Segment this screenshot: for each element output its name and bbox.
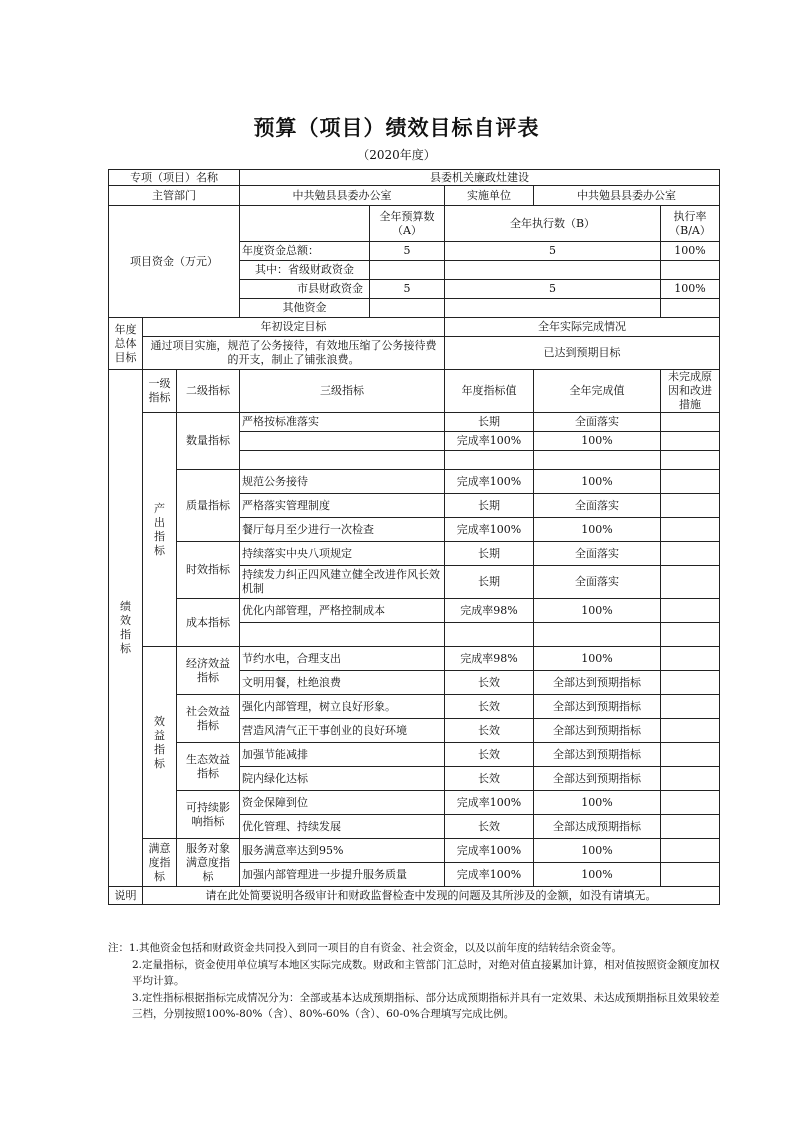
col-rate: 执行率（B/A）: [661, 206, 720, 242]
funds-exec: [445, 299, 661, 318]
funds-exec: 5: [445, 280, 661, 299]
indicator-row: [109, 791, 720, 815]
goal-actual-header: 全年实际完成情况: [445, 318, 720, 337]
indicator-row: [109, 695, 720, 719]
indicator-name: [240, 623, 445, 647]
indicator-row: [109, 413, 720, 432]
indicator-done: 全部达成预期指标: [534, 815, 661, 839]
indicator-done: 100%: [534, 791, 661, 815]
indicator-name: 加强内部管理进一步提升服务质量: [240, 863, 445, 887]
social-label: 社会效益指标: [177, 695, 240, 743]
indicator-done: [534, 623, 661, 647]
indicator-done: 100%: [534, 599, 661, 623]
indicator-done: 全面落实: [534, 413, 661, 432]
indicator-name: 严格落实管理制度: [240, 494, 445, 518]
h-reason: 未完成原因和改进措施: [661, 370, 720, 413]
indicator-target: 长效: [445, 767, 534, 791]
indicator-target: 完成率100%: [445, 432, 534, 451]
indicator-name: 优化内部管理，严格控制成本: [240, 599, 445, 623]
page-title: 预算（项目）绩效目标自评表: [253, 115, 540, 140]
indicator-done: 100%: [534, 518, 661, 542]
goal-plan-text: 通过项目实施，规范了公务接待，有效地压缩了公务接待费的开支，制止了铺张浪费。: [143, 337, 445, 370]
funds-row-label: 年度资金总额：: [240, 242, 370, 261]
indicator-name: 强化内部管理，树立良好形象。: [240, 695, 445, 719]
indicator-target: 长效: [445, 743, 534, 767]
cost-label: 成本指标: [177, 599, 240, 647]
funds-exec: 5: [445, 242, 661, 261]
indicator-done: 100%: [534, 839, 661, 863]
remark-row: [109, 887, 720, 905]
effect-label: 效益指标: [143, 647, 177, 839]
h-level2: 二级指标: [177, 370, 240, 413]
indicator-name: [240, 432, 445, 451]
time-label: 时效指标: [177, 542, 240, 599]
indicator-done: 全面落实: [534, 542, 661, 566]
h-target: 年度指标值: [445, 370, 534, 413]
indicator-target: 长期: [445, 542, 534, 566]
col-exec: 全年执行数（B）: [445, 206, 661, 242]
department-row: [109, 186, 720, 206]
indicator-name: 加强节能减排: [240, 743, 445, 767]
funds-exec: [445, 261, 661, 280]
satisfaction-label: 满意度指标: [143, 839, 177, 887]
funds-label: 项目资金（万元）: [109, 206, 240, 318]
indicator-done: 100%: [534, 470, 661, 494]
funds-rate: 100%: [661, 280, 720, 299]
indicator-target: 完成率98%: [445, 599, 534, 623]
goal-actual-text: 已达到预期目标: [445, 337, 720, 370]
self-evaluation-table: [108, 169, 720, 905]
dept-value: 中共勉县县委办公室: [240, 186, 445, 206]
indicator-row: [109, 839, 720, 863]
indicators-label: 绩效指标: [109, 370, 143, 887]
indicator-done: 全面落实: [534, 566, 661, 599]
indicator-name: 持续落实中央八项规定: [240, 542, 445, 566]
indicator-name: 服务满意率达到95%: [240, 839, 445, 863]
indicator-name: 严格按标准落实: [240, 413, 445, 432]
indicator-name: 优化管理、持续发展: [240, 815, 445, 839]
indicator-name: 院内绿化达标: [240, 767, 445, 791]
funds-rate: 100%: [661, 242, 720, 261]
indicator-target: 长效: [445, 719, 534, 743]
indicator-row: [109, 542, 720, 566]
funds-budget: 5: [370, 242, 445, 261]
indicator-name: 规范公务接待: [240, 470, 445, 494]
indicator-target: 长期: [445, 566, 534, 599]
indicator-header-row: [109, 370, 720, 413]
indicator-target: 完成率100%: [445, 863, 534, 887]
remark-text: 请在此处简要说明各级审计和财政监督检查中发现的问题及其所涉及的金额，如没有请填无。: [143, 887, 720, 905]
indicator-target: 完成率100%: [445, 470, 534, 494]
indicator-done: 全部达到预期指标: [534, 719, 661, 743]
funds-budget: [370, 261, 445, 280]
goal-header-row: [109, 318, 720, 337]
h-done: 全年完成值: [534, 370, 661, 413]
h-level3: 三级指标: [240, 370, 445, 413]
indicator-done: 全部达到预期指标: [534, 743, 661, 767]
goal-plan-header: 年初设定目标: [143, 318, 445, 337]
indicator-target: 长效: [445, 695, 534, 719]
funds-budget: [370, 299, 445, 318]
indicator-target: 长期: [445, 494, 534, 518]
footnote: 注：1.其他资金包括和财政资金共同投入到同一项目的自有资金、社会资金，以及以前年度的结转结余资金等。: [108, 942, 623, 954]
funds-row-label: 其中：省级财政资金: [240, 261, 370, 280]
output-label: 产出指标: [143, 413, 177, 647]
indicator-done: 全部达到预期指标: [534, 695, 661, 719]
dept-label: 主管部门: [109, 186, 240, 206]
indicator-name: 持续发力纠正四风建立健全改进作风长效机制: [240, 566, 445, 599]
h-level1: 一级指标: [143, 370, 177, 413]
service-label: 服务对象满意度指标: [177, 839, 240, 887]
indicator-done: 100%: [534, 863, 661, 887]
project-name: 县委机关廉政灶建设: [240, 170, 720, 186]
col-budget: 全年预算数（A）: [370, 206, 445, 242]
indicator-done: [534, 451, 661, 470]
qty-label: 数量指标: [177, 413, 240, 470]
indicator-target: [445, 623, 534, 647]
indicator-target: [445, 451, 534, 470]
project-name-label: 专项（项目）名称: [109, 170, 240, 186]
eco-label: 生态效益指标: [177, 743, 240, 791]
indicator-name: 餐厅每月至少进行一次检查: [240, 518, 445, 542]
footnote: 2.定量指标，资金使用单位填写本地区实际完成数。财政和主管部门汇总时，对绝对值直接累加计算，相对值按照资金额度加权平均计算。: [132, 959, 720, 987]
indicator-name: 文明用餐，杜绝浪费: [240, 671, 445, 695]
indicator-name: [240, 451, 445, 470]
project-name-row: [109, 170, 720, 186]
funds-rate: [661, 261, 720, 280]
remark-label: 说明: [109, 887, 143, 905]
goal-label: 年度总体目标: [109, 318, 143, 370]
indicator-done: 100%: [534, 432, 661, 451]
funds-row-label: 其他资金: [240, 299, 370, 318]
indicator-row: [109, 743, 720, 767]
report-year: （2020年度）: [357, 148, 436, 162]
indicator-target: 长期: [445, 413, 534, 432]
indicator-name: 节约水电，合理支出: [240, 647, 445, 671]
indicator-name: 资金保障到位: [240, 791, 445, 815]
footnote: 3.定性指标根据指标完成情况分为：全部或基本达成预期指标、部分达成预期指标并具有一定效果、未达成预期指标且效果较差三档，分别按照100%-80%（含）、80%-60%（含）、60-0%合理填写完成比例。: [132, 992, 720, 1020]
indicator-target: 完成率100%: [445, 791, 534, 815]
goal-content-row: [109, 337, 720, 370]
indicator-target: 完成率100%: [445, 839, 534, 863]
indicator-row: [109, 599, 720, 623]
indicator-done: 全面落实: [534, 494, 661, 518]
indicator-target: 长效: [445, 671, 534, 695]
indicator-done: 全部达到预期指标: [534, 671, 661, 695]
funds-header-row: [109, 206, 720, 242]
indicator-row: [109, 470, 720, 494]
quality-label: 质量指标: [177, 470, 240, 542]
econ-label: 经济效益指标: [177, 647, 240, 695]
unit-label: 实施单位: [445, 186, 534, 206]
indicator-target: 完成率98%: [445, 647, 534, 671]
footnotes: [108, 940, 728, 1023]
funds-budget: 5: [370, 280, 445, 299]
indicator-done: 100%: [534, 647, 661, 671]
funds-row-label: 市县财政资金: [240, 280, 370, 299]
indicator-name: 营造风清气正干事创业的良好环境: [240, 719, 445, 743]
indicator-target: 长效: [445, 815, 534, 839]
funds-rate: [661, 299, 720, 318]
indicator-row: [109, 647, 720, 671]
sustain-label: 可持续影响指标: [177, 791, 240, 839]
indicator-done: 全部达到预期指标: [534, 767, 661, 791]
unit-value: 中共勉县县委办公室: [534, 186, 720, 206]
indicator-target: 完成率100%: [445, 518, 534, 542]
